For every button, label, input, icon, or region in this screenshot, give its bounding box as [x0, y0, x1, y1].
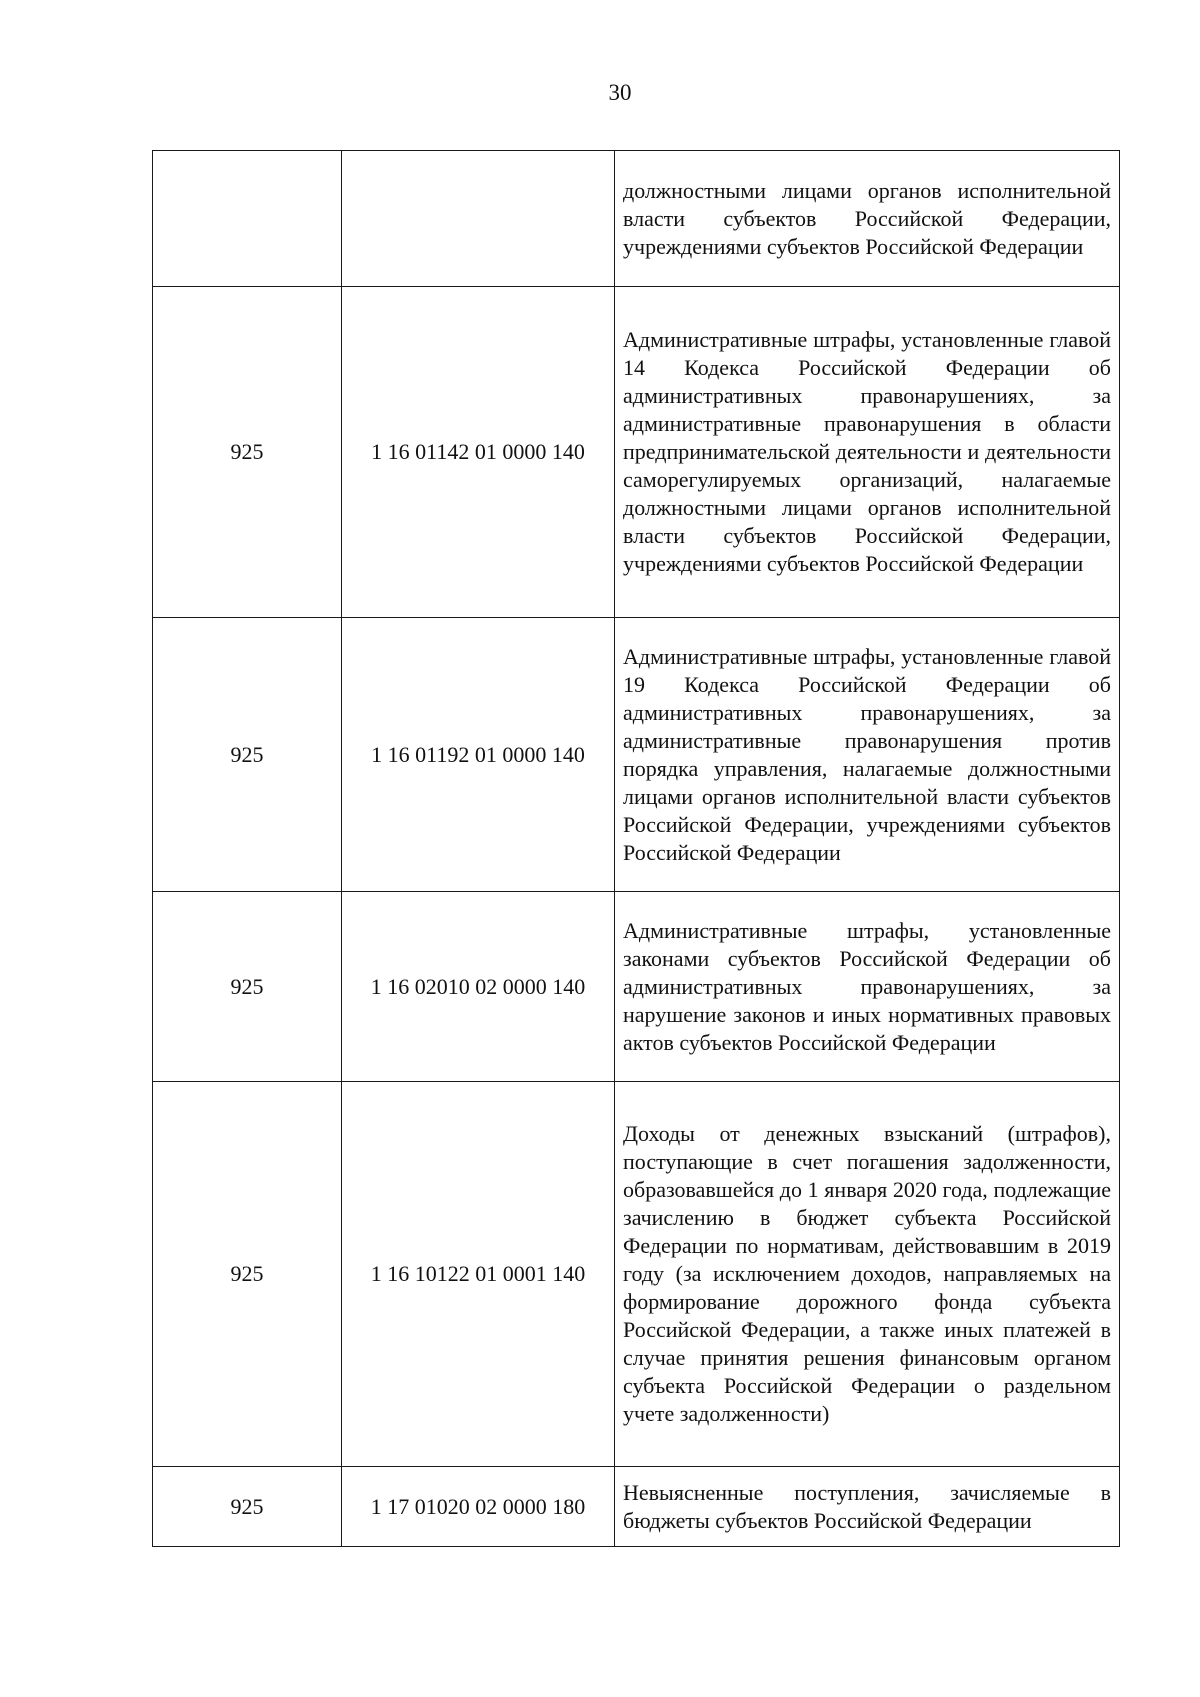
- income-code-cell: [342, 151, 615, 287]
- income-code-cell: 1 16 01192 01 0000 140: [342, 618, 615, 892]
- table-row: [153, 151, 1120, 287]
- income-code-cell: 1 16 02010 02 0000 140: [342, 892, 615, 1082]
- description-cell: Административные штрафы, установленные законами субъектов Российской Федерации об административных правонарушениях, за нарушение законов и иных нормативных правовых актов субъектов Российской Федерации: [615, 892, 1120, 1082]
- income-code-cell: 1 16 10122 01 0001 140: [342, 1082, 615, 1467]
- table-row: [153, 1467, 1120, 1547]
- admin-code-cell: 925: [153, 287, 342, 618]
- income-codes-table: [152, 150, 1120, 1547]
- description-cell: должностными лицами органов исполнительной власти субъектов Российской Федерации, учреждениями субъектов Российской Федерации: [615, 151, 1120, 287]
- admin-code-cell: 925: [153, 892, 342, 1082]
- description-cell: Административные штрафы, установленные главой 19 Кодекса Российской Федерации об административных правонарушениях, за административные правонарушения против порядка управления, налагаемые должностными лицами органов исполнительной власти субъектов Российской Федерации, учреждениями субъектов Российской Федерации: [615, 618, 1120, 892]
- admin-code-cell: 925: [153, 1467, 342, 1547]
- table-row: [153, 892, 1120, 1082]
- table-row: [153, 618, 1120, 892]
- table-row: [153, 1082, 1120, 1467]
- admin-code-cell: 925: [153, 618, 342, 892]
- income-code-cell: 1 16 01142 01 0000 140: [342, 287, 615, 618]
- income-code-cell: 1 17 01020 02 0000 180: [342, 1467, 615, 1547]
- description-cell: Невыясненные поступления, зачисляемые в бюджеты субъектов Российской Федерации: [615, 1467, 1120, 1547]
- table-row: [153, 287, 1120, 618]
- description-cell: Административные штрафы, установленные главой 14 Кодекса Российской Федерации об административных правонарушениях, за административные правонарушения в области предпринимательской деятельности и деятельности саморегулируемых организаций, налагаемые должностными лицами органов исполнительной власти субъектов Российской Федерации, учреждениями субъектов Российской Федерации: [615, 287, 1120, 618]
- page-number: 30: [608, 80, 632, 105]
- description-cell: Доходы от денежных взысканий (штрафов), поступающие в счет погашения задолженности, образовавшейся до 1 января 2020 года, подлежащие зачислению в бюджет субъекта Российской Федерации по нормативам, действовавшим в 2019 году (за исключением доходов, направляемых на формирование дорожного фонда субъекта Российской Федерации, а также иных платежей в случае принятия решения финансовым органом субъекта Российской Федерации о раздельном учете задолженности): [615, 1082, 1120, 1467]
- admin-code-cell: 925: [153, 1082, 342, 1467]
- admin-code-cell: [153, 151, 342, 287]
